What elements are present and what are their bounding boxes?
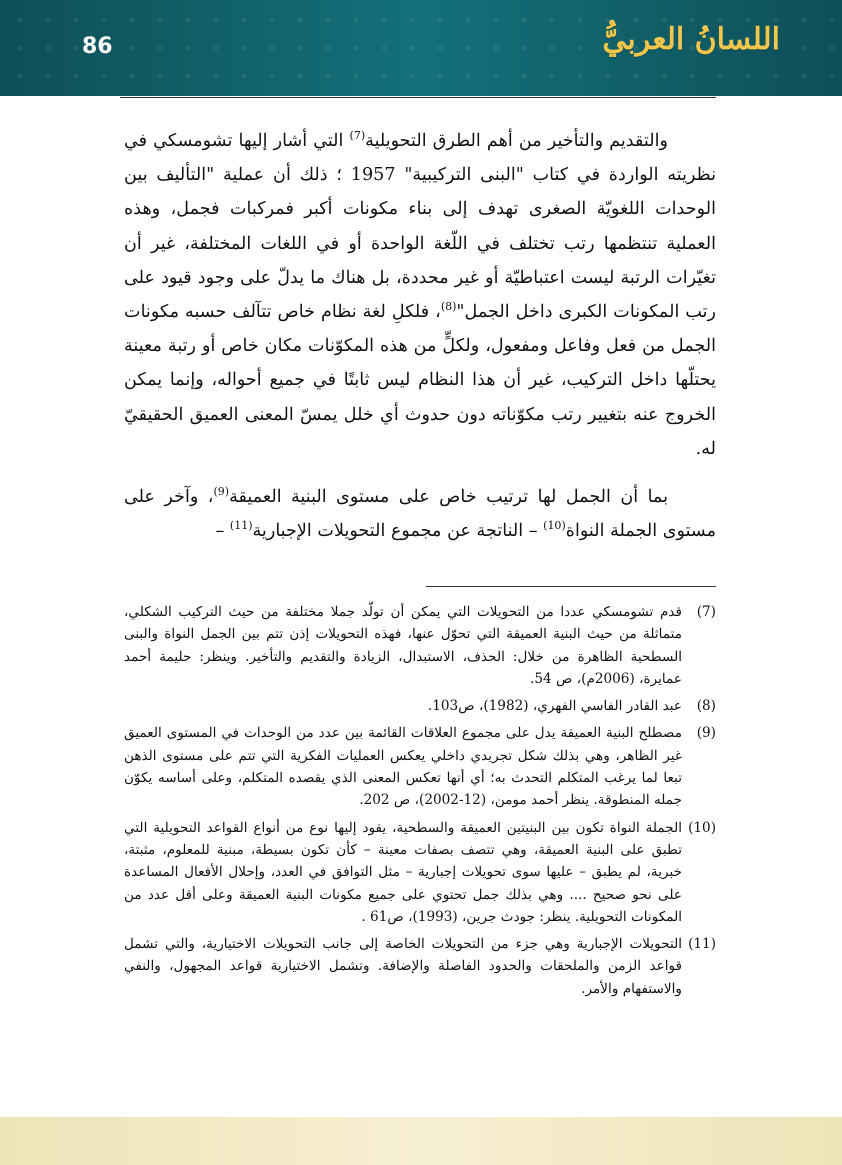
text-run: التي أشار إليها تشومسكي في نظريته الواردة في كتاب "البنى التركيبية" 1957 ؛ ذلك أن عملية "التأليف بين الوحدات اللغويّة الصغرى تهدف إلى بناء مكونات أكبر فمركبات فجمل، وهذه العملية تنتظمها رتب تختلف في اللّغة الواحدة أو في اللغات المختلفة، غير أن تغيّرات الرتبة ليست اعتباطيّة أو غير محددة، بل هناك ما يدلّ على وجود قيود على رتب المكونات الكبرى داخل الجمل" <box>124 131 716 323</box>
footnote-item <box>124 695 716 717</box>
paragraph <box>124 480 716 548</box>
footnote-text: مصطلح البنية العميقة يدل على مجموع العلاقات القائمة بين عدد من الوحدات في المستوى العميق غير الظاهر، وهي بذلك شكل تجريدي داخلي يعكس العمليات الفكرية التي تتم على مستوى الذهن تبعا لما يرغب المتكلم التحدث به؛ أي أنها تعكس المعنى الذي يقصده المتكلم، وعلى أساسه يكوّن جمله المنطوقة. ينظر أحمد مومن، (12-2002)، ص 202. <box>124 725 682 809</box>
footnote-text: الجملة النواة تكون بين البنيتين العميقة والسطحية، يقود إليها نوع من أنواع القواعد التحويلية التي تطبق على البنية العميقة، وهي تتصف بصفات معينة – كأن تكون بسيطة، مبنية للمعلوم، مثبتة، خبرية، لم يطبق – عليها سوى تحويلات إجبارية – مثل التوافق في العدد، وإحلال الأفعال المساعدة على نحو صحيح .... وهي بذلك جمل تحتوي على جميع مكونات البنية العميقة وعلى أقل عدد من المكونات التحويلية. ينظر: جودث جرين، (1993)، ص61 . <box>124 819 682 925</box>
footnote-text: التحويلات الإجبارية وهي جزء من التحويلات الخاصة إلى جانب التحويلات الاختيارية، والتي تشمل قواعد الزمن والملحقات والحدود الفاصلة والإضافة. وتشمل الاختيارية قواعد المجهول، والنفي والاستفهام والأمر. <box>124 936 682 997</box>
page-footer-band <box>0 1117 842 1165</box>
text-run: ، وآخر على مستوى الجملة النواة <box>124 487 716 542</box>
footnotes <box>124 601 716 1005</box>
paragraph <box>124 124 716 466</box>
header-divider <box>120 97 716 98</box>
footnote-item <box>124 933 716 1000</box>
text-run: – الناتجة عن مجموع التحويلات الإجبارية <box>252 521 544 542</box>
footnote-item <box>124 817 716 928</box>
text-run: بما أن الجمل لها ترتيب خاص على مستوى البنية العميقة <box>229 487 668 508</box>
footnote-number: (10) <box>688 819 716 836</box>
text-run: – <box>215 521 230 542</box>
footnote-item <box>124 601 716 690</box>
body-text <box>124 124 716 548</box>
footnote-ref[interactable]: (9) <box>213 485 230 499</box>
footnote-item <box>124 722 716 811</box>
footnote-number: (8) <box>696 698 716 715</box>
page-number: 86 <box>82 34 113 59</box>
footnote-ref[interactable]: (7) <box>349 129 366 143</box>
footnote-ref[interactable]: (10) <box>543 519 566 533</box>
footnote-number: (9) <box>696 725 716 742</box>
footnote-text: قدم تشومسكي عددا من التحويلات التي يمكن أن تولّد جملا مختلفة من حيث التركيب الشكلي، متماثلة من حيث البنية العميقة التي تحوّل عنها، فهذه التحويلات إذن تتم بين الجمل النواة والبنى السطحية الظاهرة من خلال: الحذف، الاستبدال، الزيادة والتقديم والتأخير. وينظر: حليمة أحمد عمايرة، (2006م)، ص 54. <box>124 604 682 687</box>
footnote-ref[interactable]: (8) <box>440 300 457 314</box>
footnote-number: (7) <box>696 604 716 620</box>
journal-logo: اللسانُ العربيُّ <box>602 22 780 57</box>
footnote-divider <box>426 586 716 587</box>
footnote-text: عبد القادر الفاسي الفهري، (1982)، ص103. <box>427 698 682 715</box>
page-header <box>0 0 842 96</box>
text-run: ، فلكلِ لغة نظام خاص تتآلف حسبه مكونات الجمل من فعل وفاعل ومفعول، ولكلٍّ من هذه المكوّنات مكان خاص أو رتبة معينة يحتلّها داخل التركيب، غير أن هذا النظام ليس ثابتًا في جميع أحواله، وإنما يمكن الخروج عنه بتغيير رتب مكوّناته دون حدوث أي خلل يمسّ المعنى العميق الحقيقيّ له. <box>124 302 716 459</box>
footnote-ref[interactable]: (11) <box>229 519 253 533</box>
text-run: والتقديم والتأخير من أهم الطرق التحويلية <box>365 131 668 151</box>
footnote-number: (11) <box>688 936 716 953</box>
